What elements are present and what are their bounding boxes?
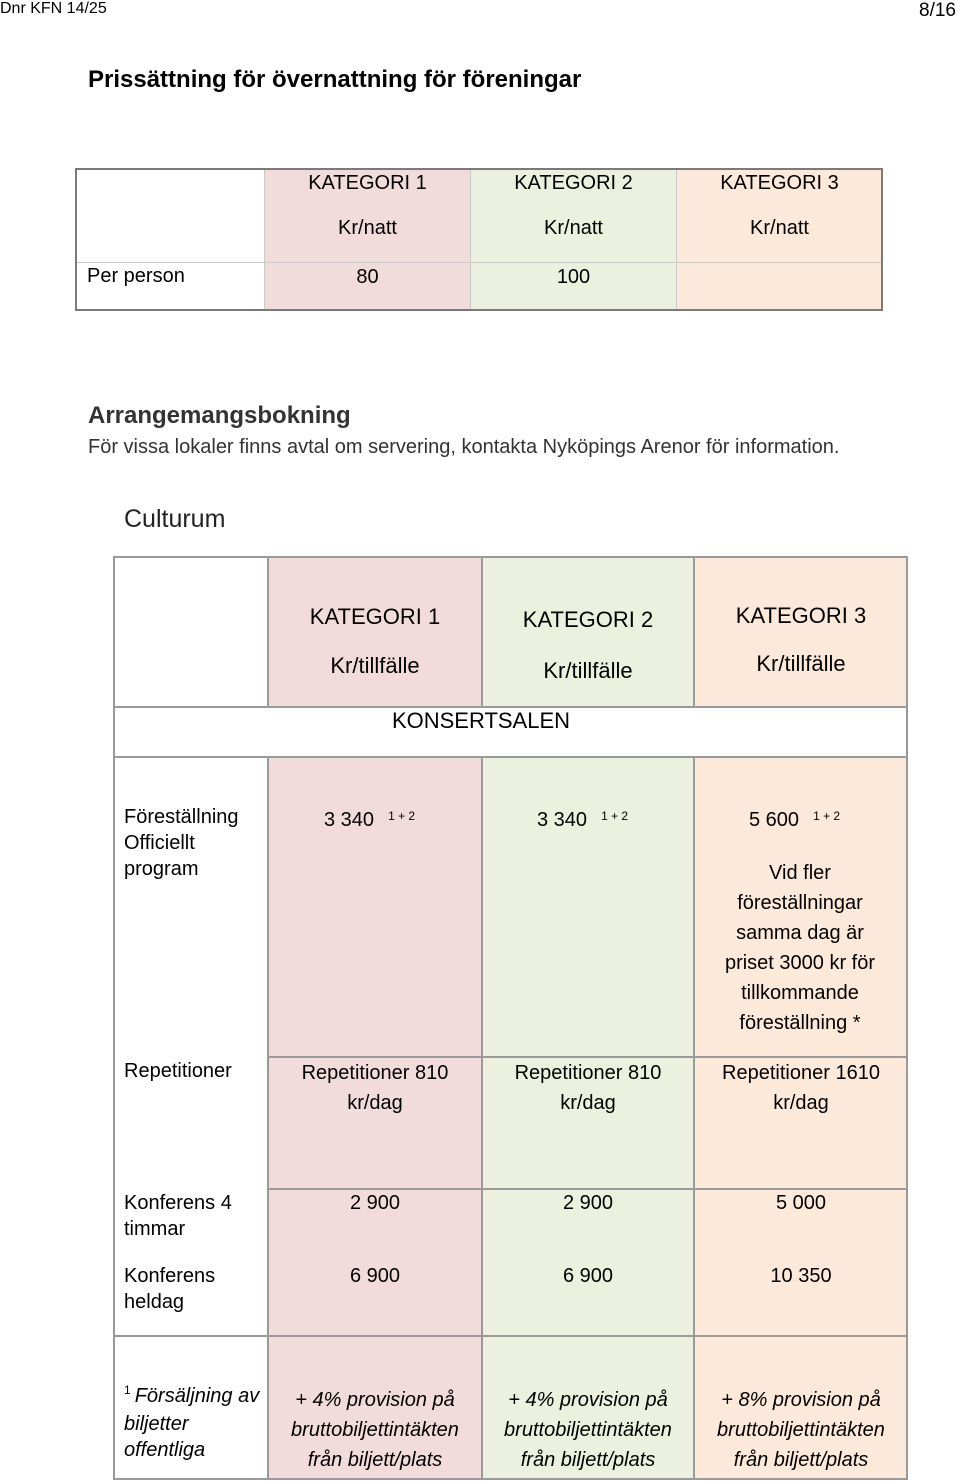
unit-label: Kr/natt xyxy=(750,217,809,239)
value: 80 xyxy=(356,266,379,288)
kategori-label: KATEGORI 2 xyxy=(514,172,633,194)
overnattning-table xyxy=(75,168,883,311)
col-header-kategori-1: KATEGORI 1 xyxy=(309,604,441,629)
row-label-repetitioner: Repetitioner xyxy=(124,1060,232,1082)
kategori-2-column-bg xyxy=(482,756,694,1480)
footnote-ref: 1 + 2 xyxy=(388,809,416,823)
konferens-heldag-value-kategori-3: 10 350 xyxy=(770,1265,832,1287)
unit-label: Kr/natt xyxy=(544,217,603,239)
forestallning-value-kategori-1 xyxy=(324,807,415,835)
row-label-forestallning: Föreställning Officiellt program xyxy=(124,806,239,880)
konferens-heldag-value-kategori-1: 6 900 xyxy=(349,1265,401,1287)
forestallning-note: Vid fler föreställningar samma dag är priset 3000 kr för tillkommande föreställning * xyxy=(724,862,876,1034)
forsaljning-value-kategori-2: + 4% provision på bruttobiljettintäkten från biljett/plats xyxy=(504,1389,672,1471)
footnote-ref: 1 + 2 xyxy=(813,809,841,823)
kategori-label: KATEGORI 1 xyxy=(308,172,427,194)
document-number: Dnr KFN 14/25 xyxy=(0,0,107,17)
grid-line xyxy=(113,556,908,558)
konferens-heldag-value-kategori-2: 6 900 xyxy=(562,1265,614,1287)
unit-label: Kr/natt xyxy=(338,217,397,239)
col-unit-kategori-1: Kr/tillfälle xyxy=(330,653,420,678)
label-text: Försäljning av biljetter offentliga xyxy=(124,1385,260,1461)
footnote-ref: 1 + 2 xyxy=(601,809,629,823)
col-header-kategori-3 xyxy=(677,168,883,263)
konferens4-value-kategori-3: 5 000 xyxy=(775,1192,827,1214)
col-unit-kategori-2: Kr/tillfälle xyxy=(543,658,633,683)
row-label-konferens-4-timmar: Konferens 4 timmar xyxy=(124,1192,232,1240)
value-cell-kategori-1 xyxy=(265,263,471,311)
repetitioner-value-kategori-3: Repetitioner 1610 kr/dag xyxy=(722,1062,880,1114)
row-label-konferens-heldag: Konferens heldag xyxy=(124,1265,216,1313)
kategori-label: KATEGORI 3 xyxy=(720,172,839,194)
col-header-kategori-2 xyxy=(471,168,677,263)
grid-line xyxy=(267,556,269,706)
forsaljning-value-kategori-1: + 4% provision på bruttobiljettintäkten från biljett/plats xyxy=(291,1389,459,1471)
col-header-kategori-1 xyxy=(265,168,471,263)
kategori-3-header-bg xyxy=(694,556,908,706)
grid-line xyxy=(113,556,115,1480)
row-label-forsaljning xyxy=(124,1383,264,1463)
page-title: Prissättning för övernattning för föreningar xyxy=(88,66,582,93)
konferens4-value-kategori-2: 2 900 xyxy=(562,1192,614,1214)
price: 3 340 xyxy=(537,809,588,831)
forsaljning-value-kategori-3: + 8% provision på bruttobiljettintäkten från biljett/plats xyxy=(717,1389,885,1471)
forestallning-value-kategori-3 xyxy=(749,807,840,835)
footnote-marker: 1 xyxy=(124,1383,131,1397)
col-header-kategori-2: KATEGORI 2 xyxy=(522,607,654,632)
section-text-arrangemangsbokning: För vissa lokaler finns avtal om servering, kontakta Nyköpings Arenor för information. xyxy=(88,436,840,458)
kategori-1-header-bg xyxy=(268,556,482,706)
corner-cell xyxy=(75,168,265,263)
section-title-arrangemangsbokning: Arrangemangsbokning xyxy=(88,402,351,429)
culturum-table xyxy=(113,556,908,1480)
col-unit-kategori-3: Kr/tillfälle xyxy=(756,651,846,676)
price: 3 340 xyxy=(324,809,375,831)
repetitioner-value-kategori-2: Repetitioner 810 kr/dag xyxy=(514,1062,662,1114)
value-cell-kategori-2 xyxy=(471,263,677,311)
price: 5 600 xyxy=(749,809,800,831)
grid-line xyxy=(481,756,483,1480)
row-label-per-person xyxy=(75,263,265,311)
repetitioner-value-kategori-1: Repetitioner 810 kr/dag xyxy=(301,1062,449,1114)
grid-line xyxy=(113,1478,908,1480)
grid-line xyxy=(113,756,908,758)
konferens4-value-kategori-1: 2 900 xyxy=(349,1192,401,1214)
page-number: 8/16 xyxy=(919,0,956,21)
row-label: Per person xyxy=(87,265,185,287)
culturum-title: Culturum xyxy=(124,505,226,533)
col-header-kategori-3: KATEGORI 3 xyxy=(735,603,867,628)
value: 100 xyxy=(556,266,591,288)
grid-line xyxy=(693,756,695,1480)
section-konsertsalen: KONSERTSALEN xyxy=(391,708,571,733)
grid-line xyxy=(906,556,908,1480)
kategori-1-column-bg xyxy=(268,756,482,1480)
grid-line xyxy=(113,1335,908,1337)
value-cell-kategori-3 xyxy=(677,263,883,311)
forestallning-value-kategori-2 xyxy=(537,807,628,835)
grid-line xyxy=(267,756,269,1480)
